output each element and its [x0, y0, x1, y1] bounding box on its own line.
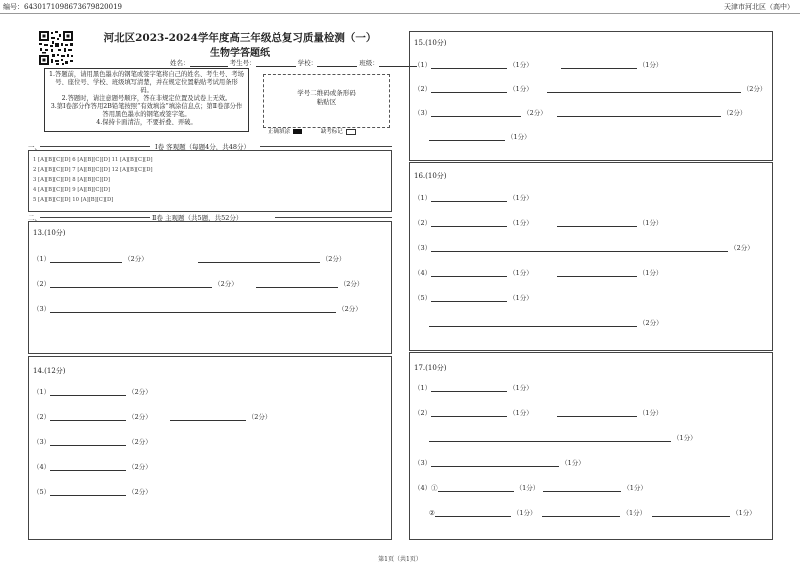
q16-label-3: （3） [414, 244, 432, 252]
q17-score-2a: （1分） [509, 409, 533, 417]
q15-score-1b: （1分） [638, 61, 663, 69]
section2-title: Ⅱ卷 主观题（共5题，共52分） [152, 214, 243, 222]
q13-answer-2b[interactable] [256, 280, 338, 288]
q14-answer-1[interactable] [50, 388, 126, 396]
candidate-fields [170, 58, 417, 67]
q13-label-1: （1） [33, 255, 51, 263]
q15-score-2b: （2分） [742, 85, 767, 93]
q14-score-2a: （2分） [128, 413, 152, 421]
q14-score-1: （2分） [128, 388, 152, 396]
instructions-box [44, 68, 249, 132]
mc-row[interactable]: 3 [A][B][C][D] 8 [A][B][C][D] [33, 177, 110, 183]
instruction-item: 1.答题前，请用黑色墨水的钢笔或签字笔将自己的姓名、考生号、考场号、座位号、学校、班级填写清楚，并在规定位置粘贴考试用条形码。 [49, 71, 244, 94]
q17-answer-2c[interactable] [429, 434, 671, 442]
school-label: 学校： [297, 59, 318, 67]
q14-label-2: （2） [33, 413, 51, 421]
q15-score-1a: （1分） [509, 61, 533, 69]
section2-rule-right [275, 217, 392, 218]
q16-score-5: （1分） [509, 294, 533, 302]
q14-label-1: （1） [33, 388, 51, 396]
filled-box-icon [293, 129, 302, 134]
q16-score-4a: （1分） [509, 269, 533, 277]
q17-answer-3[interactable] [431, 459, 559, 467]
q17-score-5a: （1分） [512, 509, 537, 517]
q16-answer-4b[interactable] [557, 269, 637, 277]
sticker-label: 学号二维码或条形码 [297, 89, 356, 97]
q17-line-2 [414, 408, 664, 417]
q17-line-1 [414, 383, 535, 392]
q17-label-2: （2） [414, 409, 432, 417]
q14-line-4 [33, 462, 154, 471]
q17-score-2b: （1分） [638, 409, 663, 417]
q15-answer-2b[interactable] [547, 85, 741, 93]
q16-line-4 [414, 268, 664, 277]
q14-line-5 [33, 487, 154, 496]
q16-score-3: （2分） [730, 244, 754, 252]
multiple-choice-grid [28, 150, 392, 212]
q15-score-4: （1分） [507, 133, 531, 141]
q15-answer-1b[interactable] [561, 61, 637, 69]
q16-line-1 [414, 193, 535, 202]
q15-answer-3b[interactable] [557, 109, 721, 117]
absent-mark-box[interactable] [346, 129, 356, 135]
q13-score-2b: （2分） [339, 280, 364, 288]
section1-number: 一、 [28, 143, 41, 151]
q17-line-2c [429, 433, 699, 442]
q14-answer-2a[interactable] [50, 413, 126, 421]
q17-line-5 [429, 508, 758, 517]
q16-line-2 [414, 218, 664, 227]
q16-answer-2a[interactable] [431, 219, 507, 227]
question-17-box [409, 352, 773, 540]
mc-row[interactable]: 2 [A][B][C][D] 7 [A][B][C][D] 12 [A][B][C][D] [33, 167, 153, 173]
q14-line-1 [33, 387, 154, 396]
q17-label-1: （1） [414, 384, 432, 392]
q14-score-4: （2分） [128, 463, 152, 471]
q13-answer-2a[interactable] [50, 280, 212, 288]
q17-label-4: （4）① [414, 484, 438, 492]
question-16-title: 16.(10分) [414, 172, 447, 180]
q16-answer-5[interactable] [431, 294, 507, 302]
q14-score-5: （2分） [128, 488, 152, 496]
q17-answer-2a[interactable] [431, 409, 507, 417]
absent-mark-label: 缺考标记 [320, 129, 343, 135]
q17-score-4a: （1分） [515, 484, 540, 492]
q15-answer-4[interactable] [429, 133, 505, 141]
q15-score-3a: （2分） [523, 109, 547, 117]
q17-score-5c: （1分） [732, 509, 756, 517]
q14-line-2 [33, 412, 273, 421]
question-13-box [28, 221, 392, 354]
q14-answer-5[interactable] [50, 488, 126, 496]
question-15-title: 15.(10分) [414, 39, 447, 47]
q17-answer-5b[interactable] [542, 509, 620, 517]
q17-answer-4b[interactable] [543, 484, 621, 492]
candidate-number-label: 考生号： [229, 59, 256, 67]
q14-answer-4[interactable] [50, 463, 126, 471]
q13-score-3: （2分） [338, 305, 362, 313]
q13-label-3: （3） [33, 305, 51, 313]
q13-score-2a: （2分） [214, 280, 238, 288]
q17-answer-5c[interactable] [652, 509, 730, 517]
exam-subtitle: 生物学答题纸 [210, 48, 270, 59]
q14-label-4: （4） [33, 463, 51, 471]
q13-answer-1a[interactable] [50, 255, 122, 263]
q16-score-2a: （1分） [509, 219, 533, 227]
q14-score-2b: （2分） [247, 413, 272, 421]
question-13-title: 13.(10分) [33, 229, 66, 237]
q17-score-4b: （1分） [623, 484, 647, 492]
q14-answer-2b[interactable] [170, 413, 246, 421]
top-divider [0, 13, 800, 14]
question-14-box [28, 356, 392, 540]
q13-answer-1b[interactable] [198, 255, 320, 263]
qr-code-icon [38, 30, 74, 66]
q17-line-3 [414, 458, 587, 467]
instruction-item: 2.答题时，请注意题号顺序，答在非规定位置及试卷上无效。 [61, 95, 232, 102]
section1-rule-right [260, 146, 392, 147]
q16-line-3 [414, 243, 756, 252]
q14-answer-3[interactable] [50, 438, 126, 446]
q17-label-5: ② [429, 509, 435, 517]
q15-answer-3a[interactable] [431, 109, 521, 117]
question-17-title: 17.(10分) [414, 364, 447, 372]
q15-answer-1a[interactable] [431, 61, 507, 69]
exam-title: 河北区2023-2024学年度高三年级总复习质量检测（一） [103, 32, 377, 44]
mc-row[interactable]: 4 [A][B][C][D] 9 [A][B][C][D] [33, 187, 110, 193]
q13-line-1 [33, 254, 347, 263]
q16-label-2: （2） [414, 219, 432, 227]
sticker-label-2: 粘贴区 [316, 98, 337, 106]
instruction-item: 3.第Ⅰ卷部分作答用2B铅笔按照“有效填涂”填涂信息点；第Ⅱ卷部分作答用黑色墨水的钢笔或签字笔。 [50, 103, 243, 118]
class-label: 班级： [359, 59, 379, 67]
q17-answer-5a[interactable] [435, 509, 511, 517]
q16-answer-3[interactable] [431, 244, 728, 252]
mc-row[interactable]: 1 [A][B][C][D] 6 [A][B][C][D] 11 [A][B][C][D] [33, 157, 153, 163]
q16-score-1: （1分） [509, 194, 533, 202]
q13-line-2 [33, 279, 365, 288]
q16-score-2b: （1分） [638, 219, 663, 227]
q17-score-5b: （1分） [622, 509, 647, 517]
q16-answer-2b[interactable] [557, 219, 637, 227]
q15-line-4 [429, 132, 533, 141]
candidate-number-field[interactable] [256, 66, 296, 67]
q16-label-1: （1） [414, 194, 432, 202]
question-16-box [409, 162, 773, 351]
q15-label-1: （1） [414, 61, 432, 69]
q13-label-2: （2） [33, 280, 51, 288]
fill-legend [268, 127, 356, 135]
section2-number: 二、 [28, 214, 41, 222]
q14-label-5: （5） [33, 488, 51, 496]
q15-line-1 [414, 60, 664, 69]
serial-number: 编号：6430171098673679820019 [3, 3, 122, 11]
q16-answer-1[interactable] [431, 194, 507, 202]
barcode-sticker-area [263, 74, 390, 128]
q16-label-4: （4） [414, 269, 432, 277]
q14-label-3: （3） [33, 438, 51, 446]
q15-score-2a: （1分） [509, 85, 533, 93]
name-field[interactable] [190, 66, 228, 67]
q13-answer-3[interactable] [50, 305, 336, 313]
q14-line-3 [33, 437, 154, 446]
school-field[interactable] [317, 66, 357, 67]
q17-label-3: （3） [414, 459, 432, 467]
q13-score-1b: （2分） [321, 255, 346, 263]
q15-line-3 [414, 108, 748, 117]
q13-score-1a: （2分） [124, 255, 148, 263]
correct-fill-label: 正确填涂 [268, 129, 291, 135]
q17-score-1: （1分） [509, 384, 533, 392]
q17-score-3: （1分） [561, 459, 585, 467]
q16-answer-4a[interactable] [431, 269, 507, 277]
q17-score-2c: （1分） [673, 434, 697, 442]
q15-score-3b: （2分） [722, 109, 747, 117]
question-14-title: 14.(12分) [33, 367, 66, 375]
section1-rule-left [40, 146, 150, 147]
instruction-item: 4.保持卡面清洁，不要折叠、弄破。 [96, 119, 197, 126]
q14-score-3: （2分） [128, 438, 152, 446]
page-footer: 第1页（共1页） [378, 556, 422, 563]
q16-score-6: （2分） [639, 319, 663, 327]
q16-label-5: （5） [414, 294, 432, 302]
mc-row[interactable]: 5 [A][B][C][D] 10 [A][B][C][D] [33, 197, 114, 203]
region-label: 天津市河北区（高中） [724, 3, 794, 11]
q17-answer-2b[interactable] [557, 409, 637, 417]
q15-label-3: （3） [414, 109, 432, 117]
q15-label-2: （2） [414, 85, 432, 93]
q16-line-5 [414, 293, 535, 302]
name-label: 姓名： [170, 59, 190, 67]
q15-answer-2a[interactable] [431, 85, 507, 93]
q16-line-6 [429, 318, 665, 327]
q13-line-3 [33, 304, 364, 313]
section2-rule-left [40, 217, 150, 218]
q17-line-4 [414, 483, 649, 492]
q16-answer-6[interactable] [429, 319, 637, 327]
question-15-box [409, 31, 773, 161]
q16-score-4b: （1分） [638, 269, 663, 277]
section1-title: Ⅰ卷 客观题（每题4分，共48分） [155, 143, 251, 151]
q17-answer-4a[interactable] [438, 484, 514, 492]
q17-answer-1[interactable] [431, 384, 507, 392]
q15-line-2 [414, 84, 768, 93]
